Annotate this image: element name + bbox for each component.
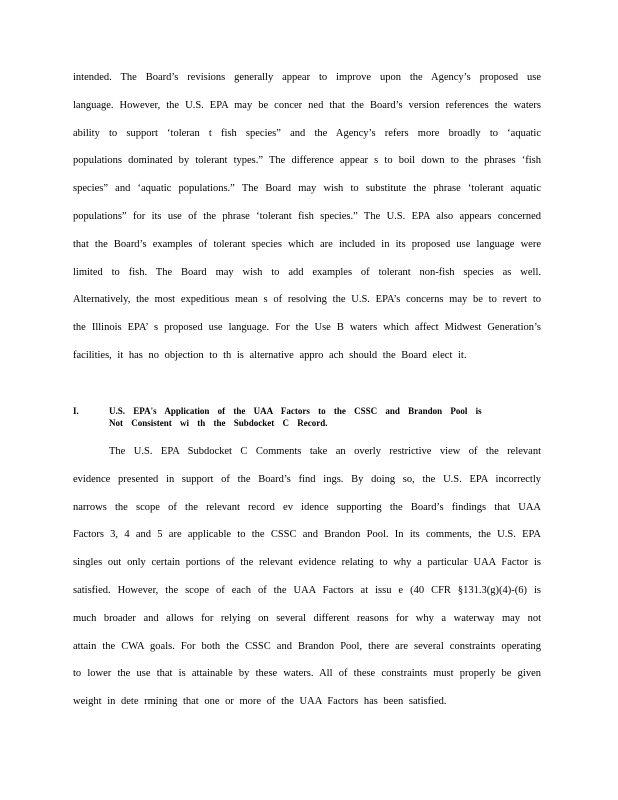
section-title: U.S. EPA's Application of the UAA Factors to the CSSC and Brandon Pool is Not Consistent wi th the Subdocket C Record. bbox=[109, 406, 482, 428]
body-paragraph-2: The U.S. EPA Subdocket C Comments take an overly restrictive view of the relevant evidence presented in support of the Board’s find ings. By doing so, the U.S. EPA incorrectly narrows the scope of the relevant record ev idence supporting the Board’s findings that UAA Factors 3, 4 and 5 are applicable to the CSSC and Brandon Pool. In its comments, the U.S. EPA singles out only certain portions of the relevant evidence relating to why a particular UAA Factor is satisfied. However, the scope of each of the UAA Factors at issu e (40 CFR §131.3(g)(4)-(6) is much broader and allows for relying on several different reasons for why a waterway may not attain the CWA goals. For both the CSSC and Brandon Pool, there are several constraints operating to lower the use that is attainable by these waters. All of these constraints must properly be given weight in dete rmining that one or more of the UAA Factors has been satisfied. bbox=[73, 446, 541, 708]
section-number: I. bbox=[73, 406, 79, 416]
body-paragraph-1: intended. The Board’s revisions generally appear to improve upon the Agency’s proposed use language. However, the U.S. EPA may be concer ned that the Board’s version references the waters ability to support ‘toleran t fish species” and the Agency’s refers more broadly to ‘aquatic populations dominated by tolerant types.” The difference appear s to boil down to the phrases ‘fish species” and ‘aquatic populations.” The Board may wish to substitute the phrase ‘tolerant aquatic populations” for its use of the phrase ‘tolerant fish species.” The U.S. EPA also appears concerned that the Board’s examples of tolerant species which are included in its proposed use language were limited to fish. The Board may wish to add examples of tolerant non-fish species as well. Alternatively, the most expeditious mean s of resolving the U.S. EPA’s concerns may be to revert to the Illinois EPA’ s proposed use language. For the Use B waters which affect Midwest Generation’s facilities, it has no objection to th is alternative appro ach should the Board elect it. bbox=[73, 72, 541, 361]
